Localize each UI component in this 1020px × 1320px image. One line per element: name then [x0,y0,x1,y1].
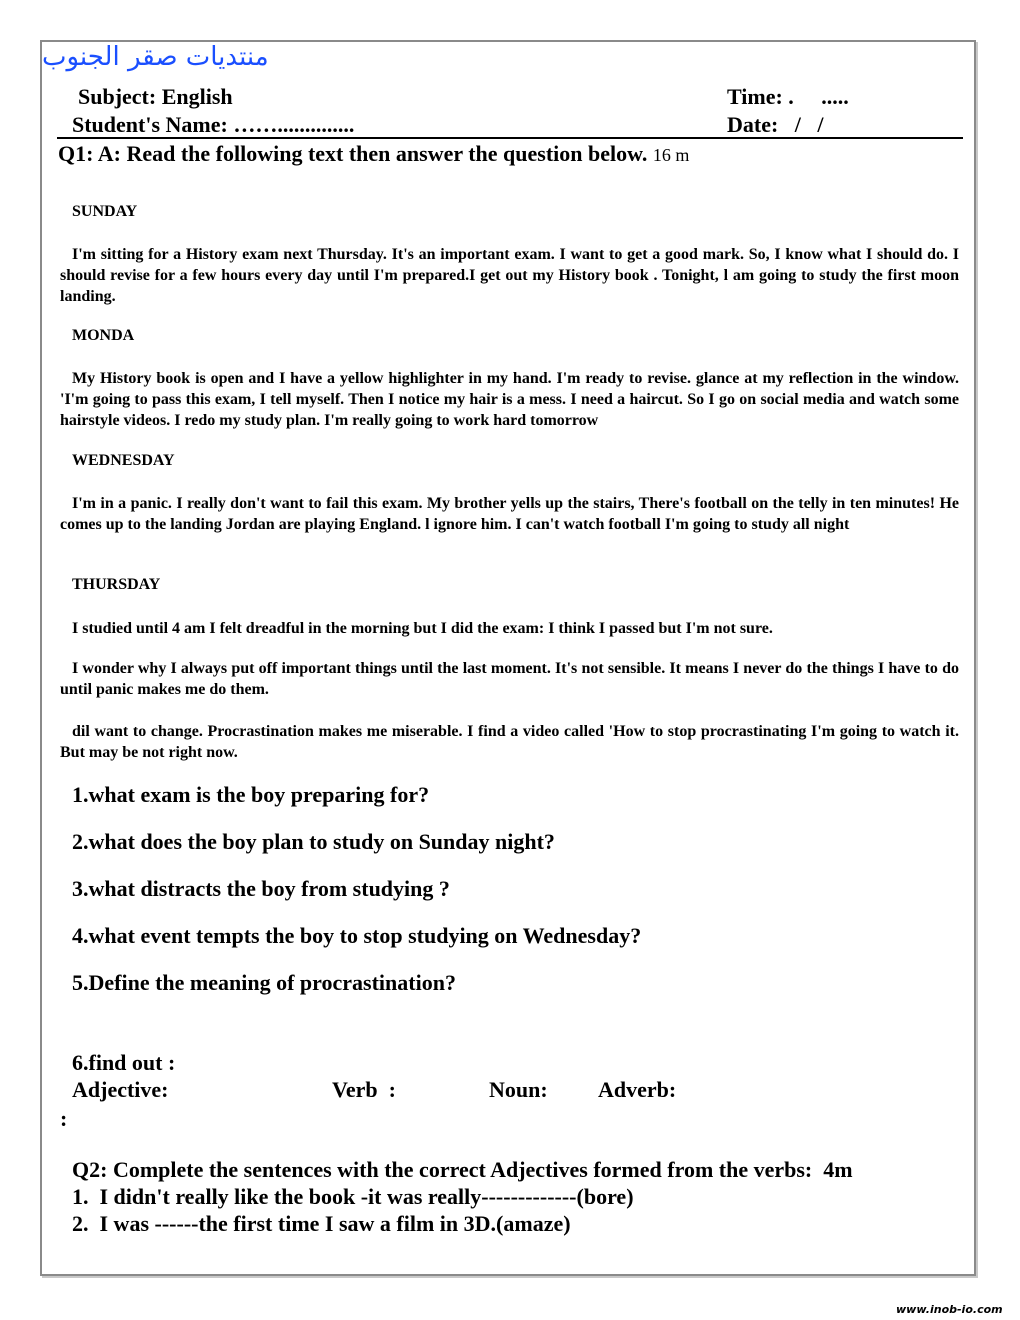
adverb-label: Adverb: [598,1077,677,1102]
header-divider [57,137,963,139]
subject-label: Subject: English [78,84,233,109]
thursday-heading: THURSDAY [72,576,161,593]
question-5: 5.Define the meaning of procrastination? [72,970,456,995]
wonder-paragraph: I wonder why I always put off important things until the last moment. It's not sensible. It means I never do the things I have to do until panic makes me do them. [60,660,959,698]
date-label: Date: / / [727,112,824,137]
stray-colon: : [60,1106,68,1131]
wednesday-heading: WEDNESDAY [72,452,175,469]
noun-label: Noun: [489,1077,548,1102]
thursday-paragraph: I studied until 4 am I felt dreadful in the morning but I did the exam: I think I passed but I'm not sure. [72,620,773,637]
sunday-heading: SUNDAY [72,203,138,220]
q1-marks: 16 m [652,145,690,165]
adjective-label: Adjective: [72,1077,169,1102]
question-3: 3.what distracts the boy from studying ? [72,876,450,901]
q2-item-2: 2. I was ------the first time I saw a film in 3D.(amaze) [72,1211,571,1236]
time-label: Time: . ..... [727,84,849,109]
question-4: 4.what event tempts the boy to stop studying on Wednesday? [72,923,642,948]
sunday-paragraph: I'm sitting for a History exam next Thursday. It's an important exam. I want to get a good mark. So, I know what I should do. I should revise for a few hours every day until I'm prepared.I get out my History book . Tonight, l am going to study the first moon landing. [60,246,959,305]
wednesday-paragraph: I'm in a panic. I really don't want to fail this exam. My brother yells up the stairs, There's football on the telly in ten minutes! He comes up to the landing Jordan are playing England. l ignore him. I can't watch football I'm going to study all night [60,495,959,533]
question-2: 2.what does the boy plan to study on Sunday night? [72,829,555,854]
verb-label: Verb : [332,1077,396,1102]
question-1: 1.what exam is the boy preparing for? [72,782,430,807]
q1-heading [58,141,689,167]
q1-title: Q1: A: Read the following text then answer the question below. [58,141,648,166]
change-paragraph: dil want to change. Procrastination makes me miserable. I find a video called 'How to stop procrastinating I'm going to watch it. But may be not right now. [60,723,959,761]
monday-paragraph: My History book is open and I have a yellow highlighter in my hand. I'm ready to revise. glance at my reflection in the window. 'I'm going to pass this exam, I tell myself. Then I notice my hair is a mess. I need a haircut. So I go on social media and watch some hairstyle videos. I redo my study plan. I'm really going to work hard tomorrow [60,370,959,429]
footer-url: www.inob-io.com [896,1303,1003,1316]
monday-heading: MONDA [72,327,135,344]
site-logo: منتديات صقر الجنوب [42,42,269,72]
q2-item-1: 1. I didn't really like the book -it was really-------------(bore) [72,1184,634,1209]
q2-title: Q2: Complete the sentences with the correct Adjectives formed from the verbs: 4m [72,1157,853,1182]
student-name-label: Student's Name: …….............. [72,112,355,137]
find-out-title: 6.find out : [72,1050,176,1075]
